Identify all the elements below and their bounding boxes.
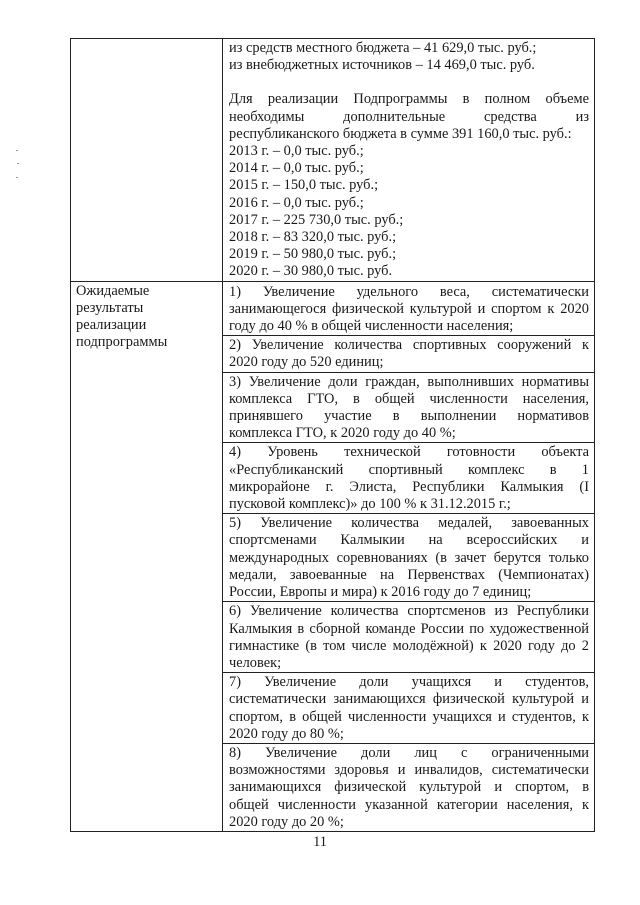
result-item [223,743,594,831]
text-line: 2020 году до 80 %; [229,725,344,742]
text-line: 2014 г. – 0,0 тыс. руб.; [229,160,364,177]
text-line: Калмыкия в сборной команде России по художественной [229,620,589,637]
text-line: 2020 г. – 30 980,0 тыс. руб. [229,263,393,280]
result-item [223,283,594,336]
text-line: 4) Уровень технической готовности объекта [229,444,589,461]
page-number: 11 [313,834,327,850]
text-line: 3) Увеличение доли граждан, выполнивших нормативы [229,373,589,390]
text-line: 2016 г. – 0,0 тыс. руб.; [229,194,364,211]
text-line: возможностями здоровья и инвалидов, систематически [229,762,589,779]
result-item [223,442,594,513]
text-line: 2015 г. – 150,0 тыс. руб.; [229,177,379,194]
text-line: 2017 г. – 225 730,0 тыс. руб.; [229,211,404,228]
text-line: общей численности указанной категории населения, к [229,796,589,813]
label-line: реализации [76,317,147,334]
label-line: результаты [76,299,144,316]
table-row-funding [71,39,595,282]
expected-results-label-cell [71,281,223,831]
text-line: микрорайоне г. Элиста, Республики Калмыкия (I [229,478,589,495]
table-row-expected-results [71,281,595,831]
blank-line [229,74,589,91]
result-item [223,672,594,743]
label-line: подпрограммы [76,334,168,351]
text-line: 2018 г. – 83 320,0 тыс. руб.; [229,229,397,246]
label-cell-empty [71,39,223,282]
text-line: «Республиканский спортивный комплекс в 1 [229,461,589,478]
text-line: из внебюджетных источников – 14 469,0 тыс. руб. [229,57,535,74]
text-line: принявшего участие в выполнении нормативов [229,408,589,425]
text-line: комплекса ГТО, к 2020 году до 40 %; [229,425,456,442]
text-line: спортом, в общей численности учащихся и студентов, к [229,708,589,725]
text-line: 8) Увеличение доли лиц с ограниченными [229,744,589,761]
text-line: 1) Увеличение удельного веса, систематически [229,283,589,300]
text-line: 2020 году до 520 единиц; [229,354,384,371]
text-line: спортсменами Калмыкии на всероссийских и [229,532,589,549]
result-item [223,335,594,371]
text-line: комплекса ГТО, в общей численности населения, [229,390,589,407]
text-line: занимающихся физической культурой и спортом, в [229,779,589,796]
label-line: Ожидаемые [76,282,150,299]
text-line: 2019 г. – 50 980,0 тыс. руб.; [229,246,397,263]
text-line: систематически занимающихся физической культурой и [229,691,589,708]
text-line: России, Европы и мира) к 2016 году до 7 единиц; [229,584,532,601]
text-line: необходимы дополнительные средства из [229,108,589,125]
text-line: 7) Увеличение доли учащихся и студентов, [229,674,589,691]
text-line: из средств местного бюджета – 41 629,0 тыс. руб.; [229,40,537,56]
text-line: человек; [229,654,282,671]
text-line: 2) Увеличение количества спортивных сооружений к [229,337,589,354]
program-passport-table [70,38,595,832]
text-line: пусковой комплекс)» до 100 % к 31.12.2015 г.; [229,496,511,513]
result-item [223,372,594,443]
text-line: республиканского бюджета в сумме 391 160,0 тыс. руб.: [229,125,572,142]
text-line: 6) Увеличение количества спортсменов из Республики [229,603,589,620]
result-item [223,513,594,601]
text-line: Для реализации Подпрограммы в полном объеме [229,91,589,108]
text-line: занимающегося физической культурой и спортом к 2020 [229,300,589,317]
scan-specks [16,150,19,180]
expected-results-cell [223,281,595,831]
funding-cell [223,39,595,282]
text-line: 2013 г. – 0,0 тыс. руб.; [229,143,364,160]
text-line: году до 40 % в общей численности населения; [229,318,514,335]
text-line: гимнастике (в том числе молодёжной) к 2020 году до 2 [229,637,589,654]
text-line: международных соревнованиях (в зачет берутся только [229,549,589,566]
text-line: медали, завоеванные на Первенствах (Чемпионатах) [229,566,589,583]
text-line: 2020 году до 20 %; [229,813,344,830]
result-item [223,601,594,672]
text-line: 5) Увеличение количества медалей, завоеванных [229,515,589,532]
